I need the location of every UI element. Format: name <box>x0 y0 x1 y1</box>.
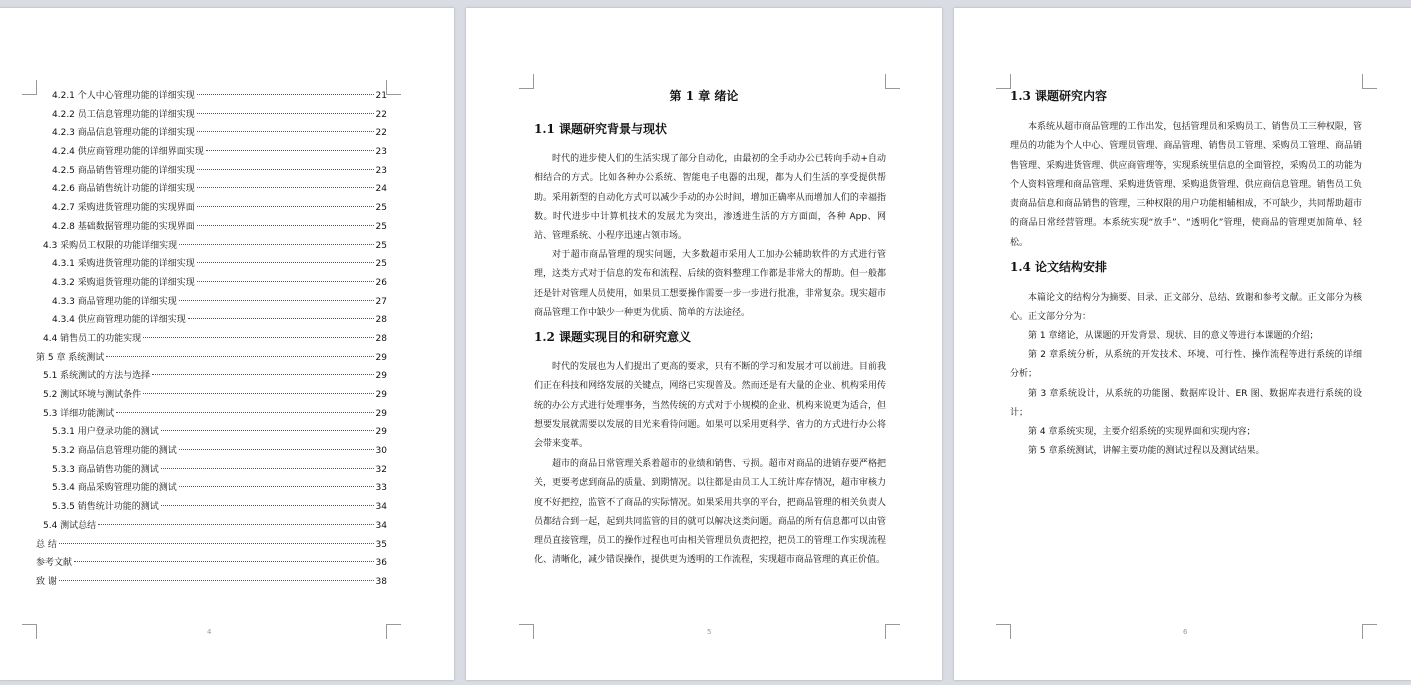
toc-entry-title: 4.2.4 供应商管理功能的详细界面实现 <box>52 147 204 158</box>
toc-entry-title: 4.2.1 个人中心管理功能的详细实现 <box>52 91 195 101</box>
toc-entry-page-number: 23 <box>375 165 387 176</box>
toc-leader-dots <box>161 430 374 431</box>
toc-entry-page-number: 38 <box>375 576 387 587</box>
toc-entry-title: 5.3 详细功能测试 <box>43 408 115 419</box>
toc-entry-title: 4.2.5 商品销售管理功能的详细实现 <box>52 165 195 176</box>
document-page-3 <box>954 8 1411 680</box>
toc-entry[interactable] <box>36 218 387 237</box>
crop-mark-top-right <box>386 80 401 95</box>
crop-mark-bottom-left <box>519 624 534 639</box>
section-heading-1-4: 1.4 论文结构安排 <box>1010 260 1108 274</box>
toc-entry[interactable] <box>36 162 387 181</box>
toc-leader-dots <box>59 580 374 581</box>
toc-entry[interactable] <box>36 442 387 461</box>
toc-leader-dots <box>197 206 374 207</box>
toc-entry[interactable] <box>36 293 387 312</box>
body-paragraph: 第 5 章系统测试，讲解主要功能的测试过程以及测试结果。 <box>1028 446 1265 456</box>
toc-leader-dots <box>179 486 374 487</box>
toc-entry-title: 4.3.3 商品管理功能的详细实现 <box>52 296 177 307</box>
toc-entry-title: 4.4 销售员工的功能实现 <box>43 333 142 344</box>
toc-entry-title: 5.2 测试环境与测试条件 <box>43 390 142 400</box>
toc-entry-title: 致 谢 <box>36 576 57 587</box>
body-paragraph: 本篇论文的结构分为摘要、目录、正文部分、总结、致谢和参考文献。正文部分为核心。正文部分分为： <box>1010 293 1362 323</box>
toc-entry[interactable] <box>36 479 387 498</box>
toc-leader-dots <box>106 356 373 357</box>
toc-entry[interactable] <box>36 367 387 386</box>
toc-leader-dots <box>161 468 374 469</box>
toc-entry[interactable] <box>36 311 387 330</box>
toc-entry-page-number: 35 <box>375 539 387 550</box>
toc-entry[interactable] <box>36 106 387 125</box>
toc-entry-page-number: 25 <box>375 221 387 232</box>
toc-entry[interactable] <box>36 255 387 274</box>
toc-leader-dots <box>161 505 374 506</box>
toc-entry-title: 5.3.2 商品信息管理功能的测试 <box>52 446 177 457</box>
toc-entry-page-number: 28 <box>375 315 387 326</box>
toc-entry-page-number: 28 <box>375 333 387 344</box>
toc-entry[interactable] <box>36 180 387 199</box>
toc-leader-dots <box>179 449 374 450</box>
toc-entry-page-number: 25 <box>375 240 387 251</box>
toc-entry-page-number: 27 <box>375 296 387 307</box>
body-paragraph: 对于超市商品管理的现实问题，大多数超市采用人工加办公辅助软件的方式进行管理，这类方式对于信息的发布和流程、后续的资料整理工作都是非常大的帮助。但一般都还是针对管理人员使用，如果员工想要操作需要一步一步进行批准，非常复杂。现实超市商品管理工作中缺少一种更为优质、简单的方法途径。 <box>534 250 886 318</box>
table-of-contents <box>36 87 387 592</box>
chapter-title: 第 1 章 绪论 <box>669 89 739 103</box>
toc-entry-title: 5.3.3 商品销售功能的测试 <box>52 464 159 475</box>
toc-entry-title: 第 5 章 系统测试 <box>36 352 105 363</box>
toc-entry-page-number: 36 <box>375 558 387 569</box>
toc-leader-dots <box>197 225 374 226</box>
toc-entry-title: 5.4 测试总结 <box>43 520 97 531</box>
toc-entry-page-number: 24 <box>375 184 387 195</box>
toc-leader-dots <box>74 561 374 562</box>
toc-entry-page-number: 26 <box>375 277 387 288</box>
body-paragraph: 时代的进步使人们的生活实现了部分自动化，由最初的全手动办公已转向手动+自动相结合的方式。比如各种办公系统、智能电子电器的出现，都为人们生活的享受提供帮助。采用新型的自动化方式可以减少手动的办公时间，增加正确率从而增加人们的幸福指数。时代进步中计算机技术的发展尤为突出，渗透进生活的方方面面，各种 App、网站、管理系统、小程序迅速占领市场。 <box>534 154 886 242</box>
crop-mark-bottom-left <box>996 624 1011 639</box>
document-page-1 <box>0 8 454 680</box>
body-paragraph: 第 2 章系统分析，从系统的开发技术、环境、可行性、操作流程等进行系统的详细分析； <box>1010 350 1362 380</box>
crop-mark-bottom-left <box>22 624 37 639</box>
toc-entry[interactable] <box>36 274 387 293</box>
toc-entry-title: 4.2.7 采购进货管理功能的实现界面 <box>52 203 195 214</box>
toc-entry-title: 4.2.8 基础数据管理功能的实现界面 <box>52 221 195 232</box>
toc-entry-page-number: 29 <box>375 390 387 400</box>
body-paragraph: 第 4 章系统实现，主要介绍系统的实现界面和实现内容； <box>1028 427 1256 437</box>
toc-entry-page-number: 29 <box>375 371 387 382</box>
toc-entry[interactable] <box>36 124 387 143</box>
toc-entry-title: 5.3.5 销售统计功能的测试 <box>52 502 159 513</box>
toc-entry[interactable] <box>36 386 387 405</box>
toc-entry-page-number: 25 <box>375 259 387 270</box>
toc-entry-title: 4.3.2 采购退货管理功能的详细实现 <box>52 277 195 288</box>
body-paragraph: 超市的商品日常管理关系着超市的业绩和销售、亏损。超市对商品的进销存要严格把关，更要考虑到商品的质量、到期情况。以往都是由员工人工统计库存情况，超市审核力度不好把控，监管不了商品的实际情况。如果采用共享的平台，把商品管理的相关负责人员都结合到一起，起到共同监管的目的就可以解决这类问题。商品的所有信息都可以由管理员直接管理，员工的操作过程也可由相关管理员负责把控，把员工的管理工作实现流程化、清晰化，减少错误操作，提供更为透明的工作流程，实现超市商品管理的真正价值。 <box>534 459 886 566</box>
toc-entry[interactable] <box>36 536 387 555</box>
crop-mark-top-left <box>22 80 37 95</box>
toc-entry[interactable] <box>36 423 387 442</box>
toc-entry-title: 参考文献 <box>36 558 73 569</box>
page-number: 6 <box>1183 628 1188 636</box>
toc-entry-page-number: 34 <box>375 502 387 513</box>
toc-entry-page-number: 23 <box>375 147 387 158</box>
toc-entry-title: 5.3.1 用户登录功能的测试 <box>52 427 159 438</box>
body-paragraph: 第 3 章系统设计，从系统的功能图、数据库设计、ER 图、数据库表进行系统的设计； <box>1010 389 1362 419</box>
crop-mark-bottom-right <box>885 624 900 639</box>
toc-entry-page-number: 22 <box>375 109 387 120</box>
page-number: 4 <box>207 628 212 636</box>
page-number: 5 <box>707 628 712 636</box>
toc-leader-dots <box>59 543 374 544</box>
toc-leader-dots <box>206 150 374 151</box>
toc-entry[interactable] <box>36 405 387 424</box>
toc-entry-title: 4.3 采购员工权限的功能详细实现 <box>43 240 178 251</box>
toc-entry-page-number: 33 <box>375 483 387 494</box>
toc-entry-page-number: 29 <box>375 352 387 363</box>
body-paragraph: 时代的发展也为人们提出了更高的要求，只有不断的学习和发展才可以前进。目前我们正在科技和网络发展的关键点，网络已实现普及。然而还是有大量的企业、机构采用传统的办公方式进行处理事务，当然传统的方式对于小规模的企业、机构来说更为适合，但想要发展就需要以发展的目光来看待问题。如果可以采用更科学、省力的方式进行办公将会带来变革。 <box>534 362 886 450</box>
toc-leader-dots <box>197 94 374 95</box>
toc-entry[interactable] <box>36 143 387 162</box>
toc-entry-title: 4.3.1 采购进货管理功能的详细实现 <box>52 259 195 270</box>
toc-leader-dots <box>197 187 374 188</box>
crop-mark-bottom-right <box>1362 624 1377 639</box>
toc-entry-title: 5.1 系统测试的方法与选择 <box>43 371 151 382</box>
crop-mark-top-right <box>1362 74 1377 89</box>
crop-mark-top-left <box>996 74 1011 89</box>
toc-entry-title: 4.2.6 商品销售统计功能的详细实现 <box>52 184 195 195</box>
toc-entry-title: 4.2.3 商品信息管理功能的详细实现 <box>52 128 195 139</box>
toc-entry[interactable] <box>36 517 387 536</box>
toc-entry[interactable] <box>36 199 387 218</box>
toc-leader-dots <box>197 131 374 132</box>
toc-entry[interactable] <box>36 498 387 517</box>
toc-entry-page-number: 34 <box>375 520 387 531</box>
toc-entry-page-number: 32 <box>375 464 387 475</box>
toc-entry[interactable] <box>36 87 387 106</box>
crop-mark-bottom-right <box>386 624 401 639</box>
toc-leader-dots <box>188 318 374 319</box>
toc-leader-dots <box>98 524 373 525</box>
toc-leader-dots <box>197 113 374 114</box>
toc-entry-title: 4.2.2 员工信息管理功能的详细实现 <box>52 109 195 120</box>
toc-leader-dots <box>197 281 374 282</box>
toc-leader-dots <box>179 244 373 245</box>
toc-leader-dots <box>197 262 374 263</box>
section-heading-1-2: 1.2 课题实现目的和研究意义 <box>534 330 692 344</box>
toc-entry[interactable] <box>36 573 387 592</box>
toc-entry-page-number: 21 <box>375 91 387 101</box>
document-page-2 <box>466 8 942 680</box>
body-paragraph: 本系统从超市商品管理的工作出发，包括管理员和采购员工、销售员工三种权限，管理员的功能为个人中心、管理员管理、商品管理、销售员工管理、采购员工管理、商品销售管理、采购进货管理、供应商管理等，实现系统里信息的全面管控，采购员工的功能为个人资料管理和商品管理、采购进货管理、采购退货管理、供应商信息管理。销售员工负责商品信息和商品销售的管理，三种权限的用户功能相辅相成，不可缺少，共同帮助超市的商品日常经营管理。本系统实现“放手”、“透明化”管理，使商品的管理更加简单、轻松。 <box>1010 122 1362 248</box>
toc-entry-title: 4.3.4 供应商管理功能的详细实现 <box>52 315 186 326</box>
toc-entry[interactable] <box>36 349 387 368</box>
toc-entry-title: 总 结 <box>36 539 57 550</box>
toc-leader-dots <box>143 337 373 338</box>
toc-entry-page-number: 30 <box>375 446 387 457</box>
toc-entry-title: 5.3.4 商品采购管理功能的测试 <box>52 483 177 494</box>
toc-entry-page-number: 29 <box>375 408 387 419</box>
toc-leader-dots <box>116 412 373 413</box>
toc-leader-dots <box>197 169 374 170</box>
section-heading-1-3: 1.3 课题研究内容 <box>1010 89 1108 103</box>
toc-entry-page-number: 25 <box>375 203 387 214</box>
toc-entry[interactable] <box>36 461 387 480</box>
toc-leader-dots <box>152 374 373 375</box>
toc-leader-dots <box>143 393 373 394</box>
toc-entry-page-number: 22 <box>375 128 387 139</box>
toc-entry[interactable] <box>36 330 387 349</box>
toc-entry[interactable] <box>36 237 387 256</box>
section-heading-1-1: 1.1 课题研究背景与现状 <box>534 122 668 136</box>
toc-entry-page-number: 29 <box>375 427 387 438</box>
toc-entry[interactable] <box>36 554 387 573</box>
toc-leader-dots <box>179 300 374 301</box>
body-paragraph: 第 1 章绪论，从课题的开发背景、现状、目的意义等进行本课题的介绍； <box>1028 331 1319 341</box>
